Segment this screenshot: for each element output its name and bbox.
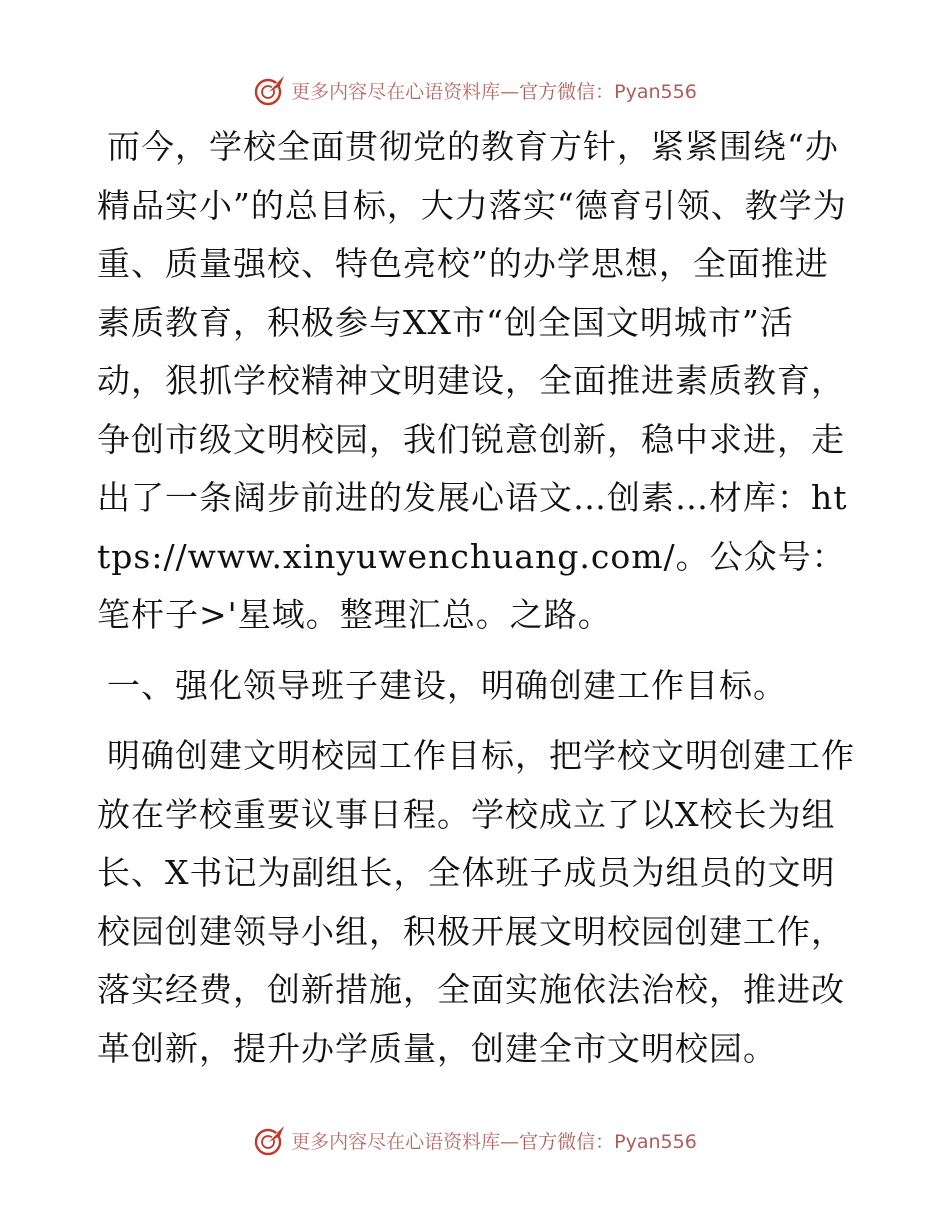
watermark-brand: 更多内容尽在心语资料库	[291, 1130, 501, 1153]
watermark-dash: —	[500, 1130, 520, 1153]
footer-watermark-banner	[0, 1120, 950, 1160]
watermark-text	[291, 1127, 697, 1154]
paragraph-intro: 而今，学校全面贯彻党的教育方针，紧紧围绕“办精品实小”的总目标，大力落实“德育引领、教学为重、质量强校、特色亮校”的办学思想，全面推进素质教育，积极参与XX市“创全国文明城市”活动，狠抓学校精神文明建设，全面推进素质教育，争创市级文明校园，我们锐意创新，稳中求进，走出了一条阔步前进的发展心语文…创素…材库：https://www.xinyuwenchuang.com/。公众号：笔杆子>'星域。整理汇总。之路。	[97, 127, 848, 634]
section-heading-1: 一、强化领导班子建设，明确创建工作目标。	[107, 665, 787, 705]
watermark-brand: 更多内容尽在心语资料库	[291, 80, 501, 103]
watermark-wechat: 官方微信：Pyan556	[519, 1130, 697, 1153]
header-watermark-banner	[0, 70, 950, 110]
document-body	[97, 118, 857, 1078]
paragraph-section-1: 明确创建文明校园工作目标，把学校文明创建工作放在学校重要议事日程。学校成立了以X校长为组长、X书记为副组长，全体班子成员为组员的文明校园创建领导小组，积极开展文明校园创建工作，落实经费，创新措施，全面实施依法治校，推进改革创新，提升办学质量，创建全市文明校园。	[97, 736, 855, 1068]
watermark-dash: —	[500, 80, 520, 103]
watermark-wechat: 官方微信：Pyan556	[519, 80, 697, 103]
watermark-text	[291, 77, 697, 104]
quill-logo-icon	[253, 73, 287, 107]
quill-logo-icon	[253, 1123, 287, 1157]
